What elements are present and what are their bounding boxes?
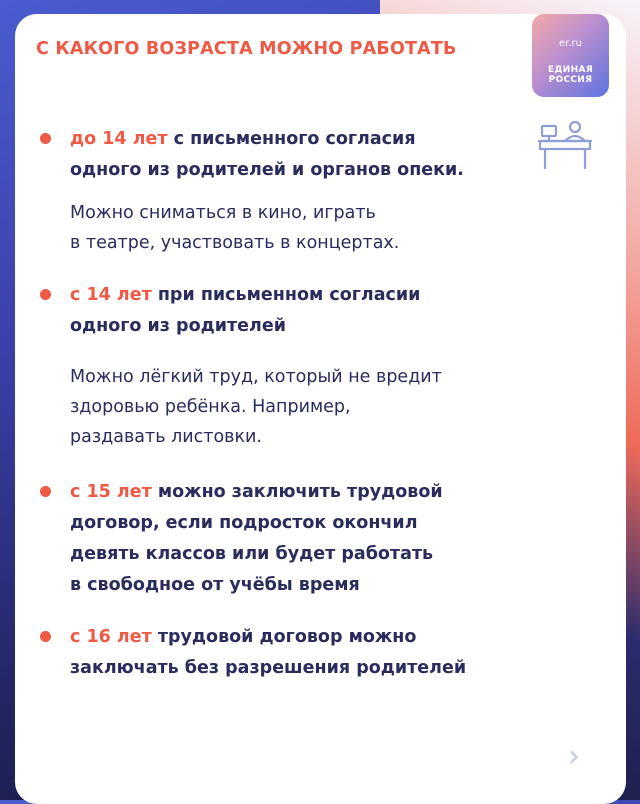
note-line: в театре, участвовать в концертах. bbox=[70, 233, 400, 253]
logo-name-line2: РОССИЯ bbox=[548, 75, 593, 85]
item-text bbox=[70, 124, 510, 186]
logo-site: er.ru bbox=[559, 38, 582, 49]
note-line: Можно лёгкий труд, который не вредит bbox=[70, 367, 442, 387]
item-text-line: договор, если подросток окончил bbox=[70, 513, 418, 533]
bullet-dot bbox=[40, 133, 51, 144]
age-label: с 16 лет bbox=[70, 627, 152, 647]
list-item bbox=[40, 124, 510, 186]
logo-name-line1: ЕДИНАЯ bbox=[548, 65, 593, 75]
item-text-line: одного из родителей и органов опеки. bbox=[70, 160, 464, 180]
item-text-line: с письменного согласия bbox=[167, 129, 416, 149]
note-line: раздавать листовки. bbox=[70, 427, 262, 447]
note-line: Можно сниматься в кино, играть bbox=[70, 203, 376, 223]
item-text bbox=[70, 280, 510, 342]
item-text-line: девять классов или будет работать bbox=[70, 544, 434, 564]
item-text bbox=[70, 477, 510, 601]
age-label: до 14 лет bbox=[70, 129, 168, 149]
bullet-dot bbox=[40, 486, 51, 497]
note-line: здоровью ребёнка. Например, bbox=[70, 397, 351, 417]
age-label: с 14 лет bbox=[70, 285, 152, 305]
age-label: с 15 лет bbox=[70, 482, 152, 502]
party-logo bbox=[532, 14, 609, 97]
list-item bbox=[40, 477, 510, 601]
item-text-line: при письменном согласии bbox=[151, 285, 421, 305]
bullet-dot bbox=[40, 289, 51, 300]
item-note bbox=[70, 198, 399, 258]
list-item bbox=[40, 280, 510, 342]
item-text-line: в свободное от учёбы время bbox=[70, 575, 360, 595]
bullet-dot bbox=[40, 631, 51, 642]
list-item bbox=[40, 622, 510, 684]
item-note bbox=[70, 362, 442, 452]
page-title: С КАКОГО ВОЗРАСТА МОЖНО РАБОТАТЬ bbox=[36, 39, 457, 59]
item-text-line: можно заключить трудовой bbox=[151, 482, 443, 502]
item-text-line: заключать без разрешения родителей bbox=[70, 658, 467, 678]
desk-with-computer-icon bbox=[537, 120, 593, 172]
item-text bbox=[70, 622, 510, 684]
item-text-line: трудовой договор можно bbox=[151, 627, 417, 647]
logo-name bbox=[532, 65, 609, 85]
item-text-line: одного из родителей bbox=[70, 316, 286, 336]
